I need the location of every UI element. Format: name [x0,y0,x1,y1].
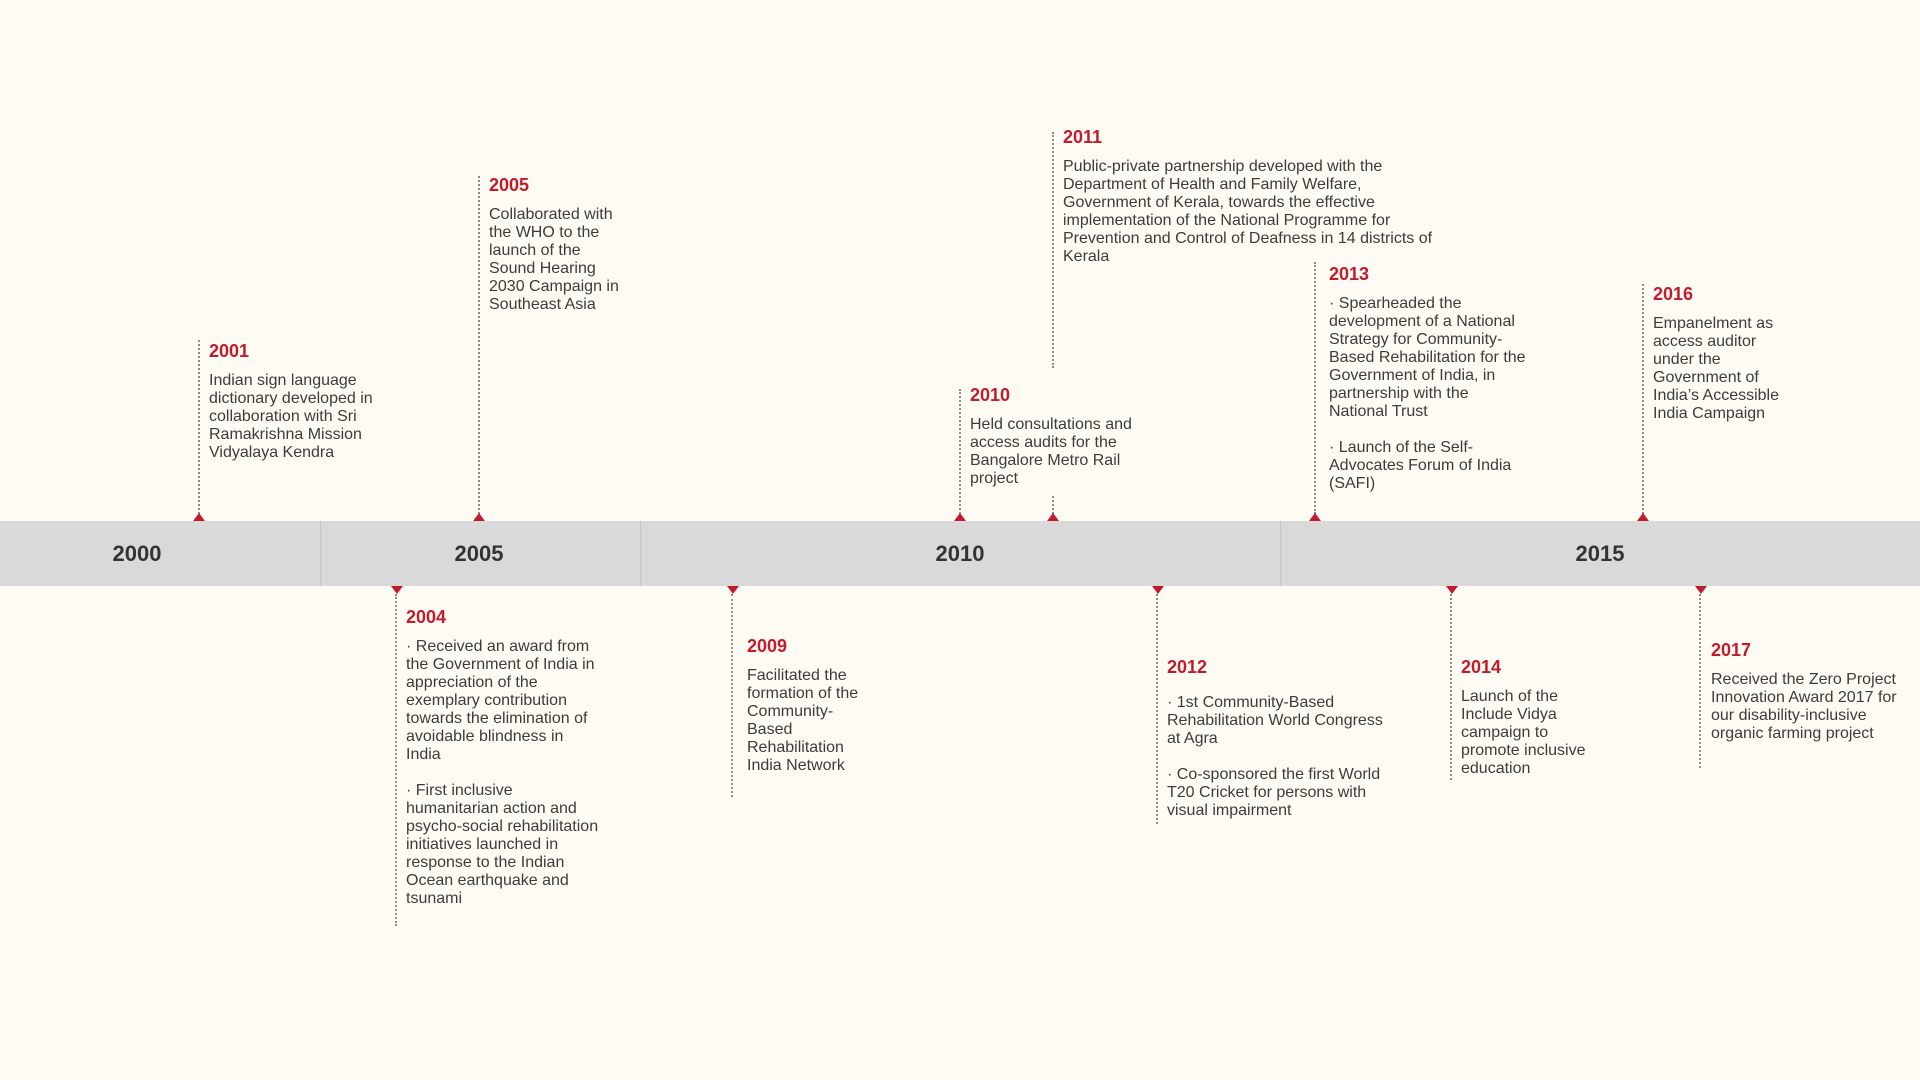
connector-line [1699,594,1701,768]
connector-line [478,176,480,514]
event-text: Received the Zero Project Innovation Award 2017 for our disability-inclusive organic farming project [1711,671,1897,742]
event-text: Empanelment as access auditor under the Government of India’s Accessible India Campaign [1653,315,1779,422]
connector-line [198,340,200,514]
event-text: Launch of the Include Vidya campaign to promote inclusive education [1461,688,1586,777]
event-text: · Launch of the Self-Advocates Forum of India (SAFI) [1329,439,1512,492]
marker-triangle [954,513,966,521]
marker-triangle [193,513,205,521]
marker-triangle [1637,513,1649,521]
connector-line [1052,496,1054,514]
event-text: · 1st Community-Based Rehabilitation World Congress at Agra [1167,694,1383,747]
band-divider [320,521,321,586]
event-text: · Spearheaded the development of a National Strategy for Community-Based Rehabilitation for the Government of India, in partnership with the National Trust [1329,295,1526,420]
event-2010 [970,384,1160,488]
marker-triangle [473,513,485,521]
connector-line [1314,262,1316,514]
event-year: 2014 [1461,657,1502,677]
marker-triangle [1446,586,1458,594]
event-year: 2005 [489,175,530,195]
event-year: 2009 [747,636,788,656]
event-year: 2012 [1167,657,1208,677]
event-year: 2001 [209,341,250,361]
timeline-band [0,521,1920,586]
decade-label-2015: 2015 [1575,541,1625,566]
connector-line [1642,284,1644,514]
event-2017 [1711,639,1911,743]
event-2014 [1461,656,1611,778]
event-text: · Co-sponsored the first World T20 Cricket for persons with visual impairment [1167,766,1381,819]
decade-label-2005: 2005 [454,541,504,566]
marker-triangle [391,586,403,594]
marker-triangle [727,586,739,594]
event-text: Collaborated with the WHO to the launch of the Sound Hearing 2030 Campaign in Southeast Asia [489,206,619,313]
connector-line [959,389,961,514]
marker-triangle [1152,586,1164,594]
event-2013 [1329,263,1529,493]
connector-line [1156,594,1158,824]
event-year: 2017 [1711,640,1752,660]
band-divider [640,521,641,586]
connector-line [395,594,397,926]
event-2012 [1167,656,1397,820]
event-text: Held consultations and access audits for the Bangalore Metro Rail project [970,416,1132,487]
decade-label-2010: 2010 [935,541,985,566]
event-2016 [1653,283,1793,423]
event-year: 2004 [406,607,447,627]
event-year: 2011 [1063,127,1103,147]
connector-line [1052,132,1054,368]
decade-label-2000: 2000 [112,541,162,566]
event-text: Indian sign language dictionary developed in collaboration with Sri Ramakrishna Mission Vidyalaya Kendra [209,372,373,461]
marker-triangle [1047,513,1059,521]
event-2011 [1063,126,1433,266]
marker-triangle [1695,586,1707,594]
marker-triangle [1309,513,1321,521]
event-2004 [406,606,601,908]
event-text: Facilitated the formation of the Community-Based Rehabilitation India Network [747,667,859,774]
event-2009 [747,635,872,775]
connector-line [1450,594,1452,780]
event-year: 2013 [1329,264,1370,284]
event-text: · Received an award from the Government of India in appreciation of the exemplary contribution towards the elimination of avoidable blindness in India [406,638,595,763]
event-text: Public-private partnership developed with the Department of Health and Family Welfare, Government of Kerala, towards the effective implementation of the National Programme for Prevention and Control of Deafness in 14 districts of Kerala [1063,158,1433,265]
connector-line [731,594,733,797]
band-divider [1280,521,1281,586]
event-year: 2010 [970,385,1011,405]
event-text: · First inclusive humanitarian action and psycho-social rehabilitation initiatives launched in response to the Indian Ocean earthquake and tsunami [406,782,599,907]
event-2005 [489,174,629,314]
event-2001 [209,340,409,462]
event-year: 2016 [1653,284,1694,304]
